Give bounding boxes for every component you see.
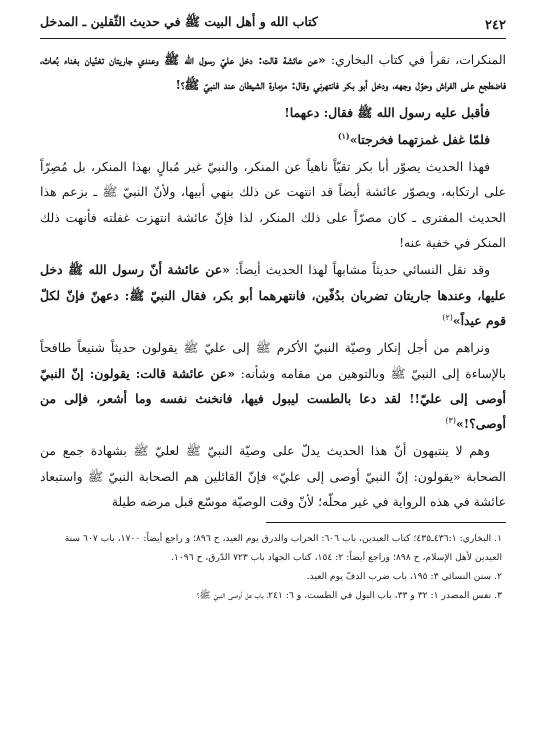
footnote-ref-1[interactable]: (١) <box>337 130 350 141</box>
running-title: كتاب الله و أهل البيت ﷺ في حديث الثّقلين ـ المدخل <box>40 14 318 29</box>
footnote-ref-2[interactable]: (٢) <box>442 312 453 322</box>
paragraph-lead: وقد نقل النسائي حديثاً مشابهاً لهذا الحديث أيضاً: <box>229 262 490 278</box>
quote-line-1: فأقبل عليه رسول الله ﷺ فقال: دعهما! <box>284 104 490 120</box>
paragraph-wasiyya <box>40 335 506 436</box>
paragraph-lead: ونراهم من أجل إنكار وصيّة النبيّ الأكرم ﷺ إلى عليّ ﷺ يقولون حديثاً شنيعاً طافحاً بالإساءة إلى النبيّ ﷺ وبالتوهين من مقامه وشأنه: <box>40 340 506 381</box>
page-number: ٢٤٢ <box>485 18 506 33</box>
footnote-1: ١. البخاري: ٤٣٦:١ـ٤٣٥؛ كتاب العيدين، باب ٦٠٦: الحراب والدرق يوم العيد، ح ٨٩٦؛ و راجع أيضاً: ١٧٠٠، باب ٦٠٧ سنة العيدين لأهل الإسلام، ح ٨٩٨؛ وراجع أيضاً: ٢: ١٥٤، كتاب الجهاد باب ٧٢٣ الدّرق، ح ١٠٩٦. <box>64 533 502 564</box>
paragraph-nasai <box>40 257 506 333</box>
hadith-quote: «عن عائشة أنّ رسول الله ﷺ دخل عليها، وعندها جاريتان تضربان بدُفّين، فانتهرهما أبو بكر، فقال النبيّ ﷺ: دعهنّ فإنّ لكلّ قوم عيداً» <box>40 262 506 328</box>
quote-line-2-text: فلمّا غفل غمزتهما فخرجتا» <box>349 131 490 147</box>
footnote-divider <box>266 522 506 523</box>
hadith-quote: «عن عائشة قالت: يقولون: إنّ النبيّ أوصى إلى عليّ!! لقد دعا بالطست ليبول فيها، فانخنث نفسه وما أشعر، فإلى من أوصى؟!» <box>40 365 506 432</box>
quote-line-2 <box>40 127 506 152</box>
page-body <box>40 47 506 514</box>
paragraph-lead: المنكرات، نقرأ في كتاب البخاري: <box>325 52 506 67</box>
footnotes <box>40 529 506 605</box>
paragraph-conclusion: وهم لا ينتبهون أنّ هذا الحديث يدلّ على وصيّة النبيّ ﷺ لعليّ ﷺ بشهادة جمع من الصحابة «يقولون: إنّ النبيّ أوصى إلى عليّ» فإنّ القائلين هم الصحابة النبيّ ﷺ واستبعاد عائشة في هذه الرواية في غير محلّه؛ لأنّ وقت الوصيّة موسّع قبل مرضه طيلة <box>40 443 506 510</box>
footnote-ref-3[interactable]: (٣) <box>445 416 456 426</box>
paragraph-bukhari <box>40 47 506 98</box>
hadith-quote: «عن عائشة قالت: دخل عليّ رسول الله ﷺ وعندي جاريتان تغنّيان بغناء بُعاث، فاضطجع على الفراش وحوّل وجهه، ودخل أبو بكر فانتهرني وقال: مزمارة الشيطان عند النبيّ ﷺ؟! <box>40 52 506 93</box>
footnote-3: ٣. نفس المصدر ١: ٣٢ و ٣٣، باب البول في الطست، و ٦: ٢٤١، باب هل أوصى النبيّ ﷺ؟ <box>196 590 502 602</box>
footnote-2: ٢. سنن النسائي ٣: ١٩٥، باب ضرب الدفّ يوم العيد. <box>306 571 502 583</box>
page-header <box>40 14 506 39</box>
paragraph-commentary: فهذا الحديث يصوّر أبا بكر تقيّاً ناهياً عن المنكر، والنبيّ غير مُبالٍ بهذا المنكر، بل مُصِرّاً على ارتكابه، ويصوّر عائشة أيضاً قد انتهت عن ذلك بنهي أبيها، ولأنّ النبيّ ﷺ ـ بزعم هذا الحديث المفترى ـ كان مصرّاً على ذلك المنكر، لذا فإنّ عائشة انتهزت غفلته فأنهت ذلك المنكر في خفية عنه! <box>40 159 506 251</box>
